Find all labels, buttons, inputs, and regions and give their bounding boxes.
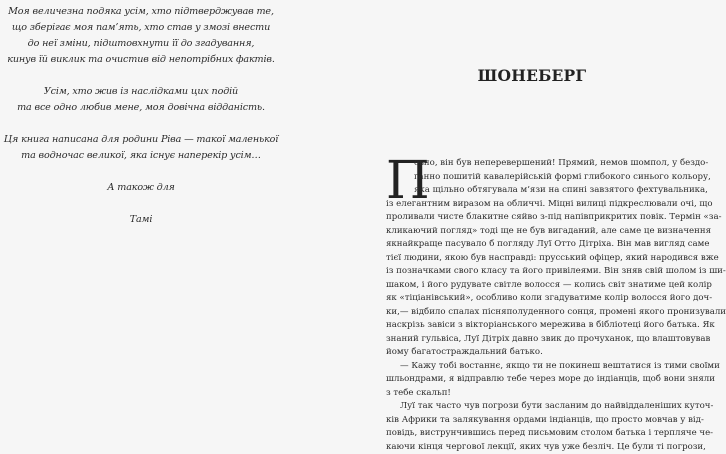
text-line: ків Африки та залякування ордами індіанців, що просто мовчав у від- (386, 414, 683, 428)
dedication-line: що зберігає моя пам’ять, хто став у змозі внести (0, 20, 282, 36)
text-line: кликаючий погляд» тоді ще не був вигаданий, але саме це визначення (386, 225, 683, 239)
left-page (0, 0, 350, 410)
drop-cap: П (386, 159, 430, 201)
text-line: евно, він був неперевершений! Прямий, немов шомпол, у бездо- (386, 157, 683, 171)
dedication-line: Усім, хто жив із наслідками цих подій (0, 84, 282, 100)
text-line: якнайкраще пасувало б погляду Луї Отто Дітріха. Він мав вигляд саме (386, 238, 683, 252)
text-line: тієї людини, якою був насправді: прусський офіцер, який народився вже (386, 252, 683, 266)
dedication-stanza (0, 132, 282, 164)
dedication-line: Тамі (0, 212, 282, 228)
text-line: шльондрами, я відправлю тебе через море до індіанців, щоб вони зняли (386, 373, 683, 387)
dedication-line: А також для (0, 180, 282, 196)
text-line: — Кажу тобі востаннє, якщо ти не покинеш вештатися із тими своїми (386, 360, 683, 374)
dedication-stanza (0, 180, 282, 196)
text-line: як «тіціанівський», особливо коли згадуватиме колір волосся його доч- (386, 292, 683, 306)
paragraph-1 (386, 198, 683, 360)
dedication-stanza (0, 4, 282, 68)
dedication-line: до неї зміни, підштовхнути її до згадування, (0, 36, 282, 52)
paragraph-3 (386, 400, 683, 454)
dedication (0, 4, 282, 244)
dedication-stanza (0, 84, 282, 116)
right-page (350, 0, 700, 410)
dedication-line: Моя величезна подяка усім, хто підтверджував те, (0, 4, 282, 20)
text-line: ганно пошитій кавалерійській формі глибокого синього кольору, (386, 171, 683, 185)
text-line: шаком, і його рудувате світле волосся — колись світ знатиме цей колір (386, 279, 683, 293)
dedication-stanza (0, 212, 282, 228)
text-line: знаний гульвіса, Луї Дітріх давно звик до прочуханок, що влаштовував (386, 333, 683, 347)
chapter-title: ШОНЕБЕРГ (472, 66, 592, 85)
text-line: наскрізь завіси з вікторіанського мереживa в бібліотеці його батька. Як (386, 319, 683, 333)
text-line: з тебе скальп! (386, 387, 683, 401)
text-line: йому багатостраждальний батько. (386, 346, 683, 360)
chapter-body (386, 157, 683, 454)
paragraph-opening (386, 157, 683, 198)
text-line: яка щільно обтягувала м’язи на спині завзятого фехтувальника, (386, 184, 683, 198)
text-line: ки,— відбило спалах пісняполуденного сонця, промені якого пронизували (386, 306, 683, 320)
text-line: із елегантним виразом на обличчі. Міцні вилиці підкреслювали очі, що (386, 198, 683, 212)
text-line: із позначками свого класу та його привілеями. Він зняв свій шолом із ши- (386, 265, 683, 279)
text-line: повідь, виструнчившись перед письмовим столом батька і терпляче че- (386, 427, 683, 441)
text-line: Луї так часто чув погрози бути засланим до найвіддаленіших куточ- (386, 400, 683, 414)
dedication-line: та все одно любив мене, моя довічна відданість. (0, 100, 282, 116)
dedication-line: Ця книга написана для родини Ріва — такої маленької (0, 132, 282, 148)
paragraph-2 (386, 360, 683, 401)
text-line: проливали чисте блакитне сяйво з-під напівприкритих повік. Термін «за- (386, 211, 683, 225)
text-line: каючи кінця чергової лекції, яких чув уже безліч. Це були ті погрози, (386, 441, 683, 454)
dedication-line: кинув їй виклик та очистив від непотрібних фактів. (0, 52, 282, 68)
dedication-line: та водночас великої, яка існує наперекір усім… (0, 148, 282, 164)
